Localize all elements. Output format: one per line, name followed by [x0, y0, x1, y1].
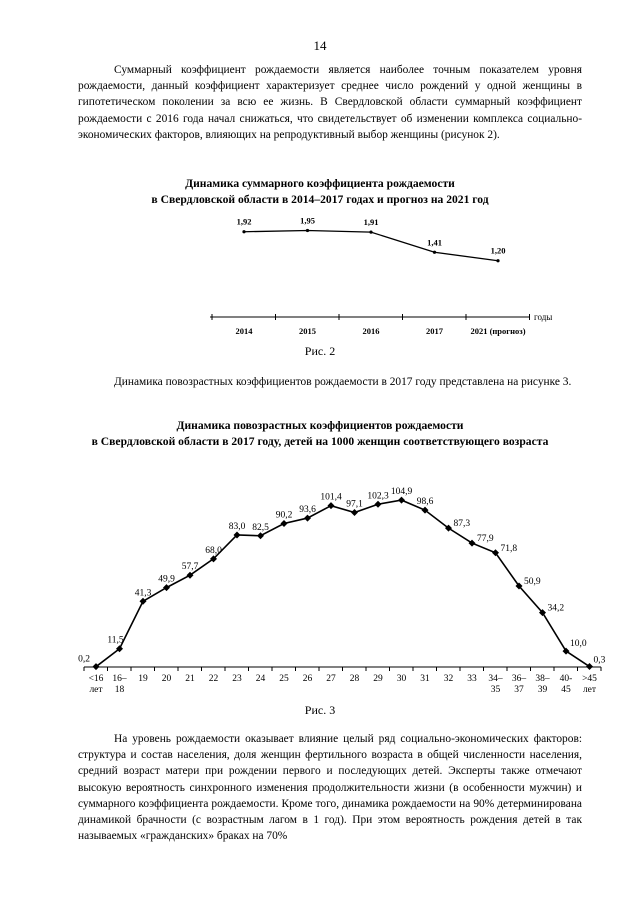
- closing-paragraph: На уровень рождаемости оказывает влияние целый ряд социально-экономических факторов: структура и состав населения, доля женщин фертильного возраста в общей численности населения, средний возраст матери при рождении первого и последующих детей. Эксперты также отмечают высокую вероятность синхронного изменения продолжительности жизни (в особенности мужчин) и суммарного коэффициента рождаемости. Кроме того, динамика рождаемости на 90% детерминирована динамикой брачности (с возрастным лагом в 1 год). При этом вероятность рождения детей в так называемых «гражданских» браках на 70%: [78, 733, 582, 843]
- data-label: 83,0: [228, 521, 246, 532]
- middle-paragraph: Динамика повозрастных коэффициентов рождаемости в 2017 году представлена на рисунке 3.: [114, 376, 572, 388]
- x-tick-label: 19: [138, 674, 148, 684]
- data-label: 90,2: [275, 510, 293, 521]
- data-label: 98,6: [416, 497, 434, 508]
- data-label: 1,20: [490, 245, 506, 256]
- data-label: 82,5: [252, 522, 269, 533]
- chart1-title-line2: в Свердловской области в 2014–2017 годах и прогноз на 2021 год: [151, 193, 489, 206]
- x-tick-label: 24: [255, 674, 266, 684]
- x-tick-label: 37: [514, 685, 524, 695]
- x-tick-label: 38–: [535, 674, 550, 684]
- x-tick-label: 27: [326, 674, 336, 684]
- data-label: 11,5: [107, 635, 124, 646]
- data-point: [351, 509, 358, 516]
- x-tick-label: 2017: [426, 326, 443, 336]
- chart2: [0, 455, 640, 705]
- data-point: [369, 231, 372, 234]
- chart2-title: [0, 418, 640, 450]
- data-label: 71,8: [500, 543, 518, 554]
- x-tick-label: 36–: [511, 674, 527, 684]
- x-tick-label: 28: [349, 674, 360, 684]
- data-point: [304, 515, 311, 522]
- chart1-title: [0, 176, 640, 208]
- x-tick-label: 21: [185, 674, 195, 684]
- x-tick-label: 40-: [559, 674, 573, 684]
- x-tick-label: 2021 (прогноз): [470, 326, 526, 336]
- data-label: 57,7: [181, 562, 199, 573]
- data-point: [398, 497, 405, 504]
- data-point: [140, 598, 147, 605]
- data-point: [257, 532, 264, 539]
- data-label: 1,95: [300, 215, 315, 226]
- x-tick-label: 23: [232, 674, 242, 684]
- data-point: [375, 501, 382, 508]
- data-label: 0,3: [593, 655, 606, 666]
- x-axis-label: годы: [534, 312, 553, 322]
- figure3-caption: Рис. 3: [304, 703, 336, 717]
- data-label: 93,6: [299, 505, 316, 516]
- x-tick-label: 34–: [488, 674, 503, 684]
- data-label: 97,1: [346, 499, 363, 510]
- data-label: 102,3: [367, 491, 389, 502]
- x-tick-label: >45: [582, 674, 597, 684]
- chart2-title-line1: Динамика повозрастных коэффициентов рождаемости: [176, 419, 464, 432]
- data-point: [496, 259, 499, 262]
- data-label: 50,9: [524, 577, 541, 588]
- data-point: [281, 520, 288, 527]
- series-line: [244, 231, 498, 261]
- x-tick-label: 2016: [362, 326, 380, 336]
- x-tick-label: 39: [537, 685, 548, 695]
- x-tick-label: 33: [467, 674, 477, 684]
- x-tick-label: 16–: [112, 674, 127, 684]
- data-label: 104,9: [390, 487, 413, 498]
- x-tick-label: 18: [114, 685, 125, 695]
- chart1: [0, 212, 640, 347]
- x-tick-label: 29: [373, 674, 383, 684]
- x-tick-label: 31: [420, 674, 430, 684]
- x-tick-label: <16: [88, 674, 104, 684]
- chart2-title-line2: в Свердловской области в 2017 году, детей на 1000 женщин соответствующего возраста: [91, 435, 549, 448]
- x-tick-label: 26: [302, 674, 313, 684]
- x-tick-label: лет: [89, 685, 103, 695]
- data-point: [433, 251, 436, 254]
- data-point: [163, 584, 170, 591]
- data-label: 49,9: [158, 574, 175, 585]
- x-tick-label: лет: [582, 685, 597, 695]
- data-point: [242, 230, 245, 233]
- page-number: 14: [313, 38, 327, 53]
- figure2-caption: Рис. 2: [304, 344, 336, 358]
- data-point: [306, 229, 309, 232]
- x-tick-label: 25: [279, 674, 289, 684]
- chart1-title-line1: Динамика суммарного коэффициента рождаемости: [185, 177, 455, 190]
- x-tick-label: 30: [396, 674, 407, 684]
- x-tick-label: 22: [208, 674, 219, 684]
- data-label: 101,4: [320, 492, 342, 503]
- x-tick-label: 35: [490, 685, 501, 695]
- data-point: [328, 502, 335, 509]
- x-tick-label: 2014: [235, 326, 253, 336]
- data-label: 0,2: [78, 654, 90, 665]
- data-label: 10,0: [570, 639, 587, 650]
- data-label: 34,2: [547, 603, 565, 614]
- data-label: 68,0: [205, 545, 222, 556]
- data-label: 1,41: [427, 237, 442, 248]
- intro-paragraph: Суммарный коэффициент рождаемости является наиболее точным показателем уровня рождаемости, данный коэффициент характеризует среднее число рождений у одной женщины в гипотетическом поколении за всю ее жизнь. В Свердловской области суммарный коэффициент рождаемости с 2016 года начал снижаться, что свидетельствует об изменении комплекса социально-экономических факторов, влияющих на репродуктивный выбор женщины (рисунок 2).: [78, 64, 582, 141]
- data-label: 87,3: [453, 519, 471, 530]
- data-label: 1,91: [363, 217, 379, 228]
- x-tick-label: 45: [561, 685, 571, 695]
- data-label: 1,92: [236, 216, 252, 227]
- x-tick-label: 20: [161, 674, 172, 684]
- data-label: 41,3: [134, 588, 152, 599]
- x-tick-label: 2015: [299, 326, 316, 336]
- x-tick-label: 32: [443, 674, 454, 684]
- data-label: 77,9: [477, 534, 494, 545]
